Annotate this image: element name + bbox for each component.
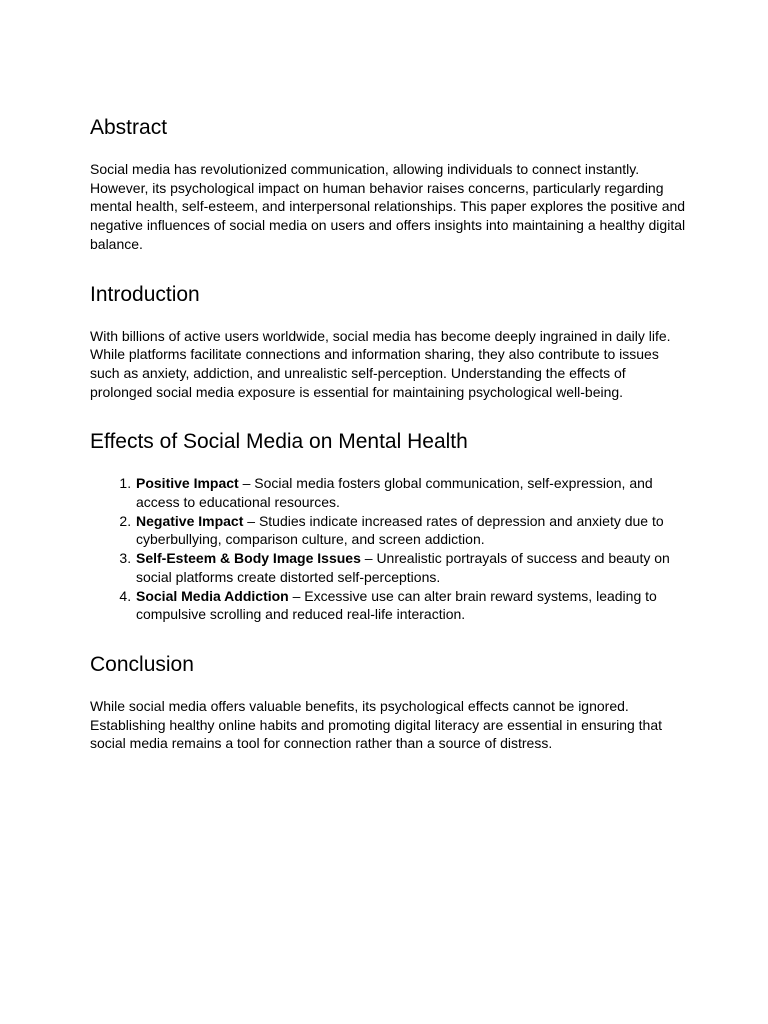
list-item: [135, 587, 690, 624]
list-item-text: – Unrealistic portrayals of success and beauty on social platforms create distorted self-perceptions.: [136, 550, 670, 585]
document-page: [90, 114, 690, 780]
introduction-heading: Introduction: [90, 282, 200, 306]
list-item: [135, 512, 690, 549]
list-item-text: – Studies indicate increased rates of depression and anxiety due to cyberbullying, comparison culture, and screen addiction.: [136, 512, 664, 548]
list-item-title: Positive Impact: [136, 475, 239, 492]
effects-heading: Effects of Social Media on Mental Health: [90, 430, 468, 454]
list-item-text: – Excessive use can alter brain reward systems, leading to compulsive scrolling and reduced real-life interaction.: [136, 587, 657, 623]
list-item-title: Social Media Addiction: [136, 587, 289, 604]
list-item: [135, 549, 690, 586]
effects-list: [90, 474, 690, 624]
list-item-text: – Social media fosters global communication, self-expression, and access to educational resources.: [136, 475, 653, 511]
conclusion-paragraph: While social media offers valuable benefits, its psychological effects cannot be ignored. Establishing healthy online habits and promoting digital literacy are essential in ensuring that social media remains a tool for connection rather than a source of distress.: [90, 697, 663, 752]
abstract-paragraph: Social media has revolutionized communication, allowing individuals to connect instantly. However, its psychological impact on human behavior raises concerns, particularly regarding mental health, self-esteem, and interpersonal relationships. This paper explores the positive and negative influences of social media on users and offers insights into maintaining a healthy digital balance.: [90, 161, 686, 252]
conclusion-heading: Conclusion: [90, 652, 194, 676]
list-item-title: Negative Impact: [136, 512, 244, 529]
abstract-heading: Abstract: [90, 116, 168, 139]
list-item: [135, 474, 690, 511]
introduction-paragraph: With billions of active users worldwide, social media has become deeply ingrained in daily life. While platforms facilitate connections and information sharing, they also contribute to issues such as anxiety, addiction, and unrealistic self-perception. Understanding the effects of prolonged social media exposure is essential for maintaining psychological well-being.: [90, 327, 671, 400]
list-item-title: Self-Esteem & Body Image Issues: [136, 550, 361, 567]
